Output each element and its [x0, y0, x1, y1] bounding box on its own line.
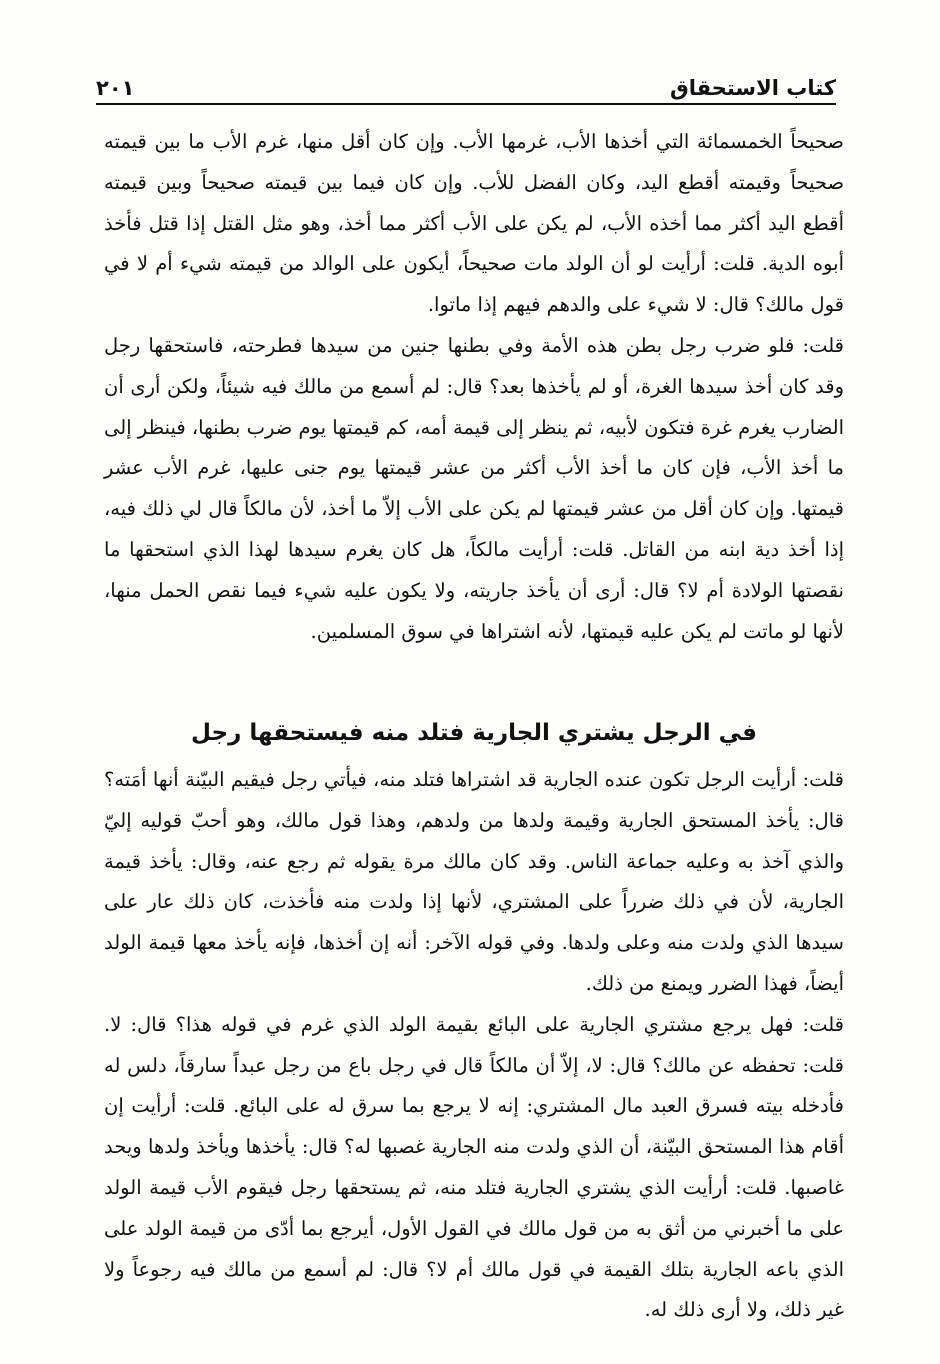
- book-title: كتاب الاستحقاق: [669, 76, 836, 100]
- page-number: ٢٠١: [96, 76, 135, 100]
- paragraph: قلت: فهل يرجع مشتري الجارية على البائع بقيمة الولد الذي غرم في قوله هذا؟ قال: لا. قلت: تحفظه عن مالك؟ قال: لا، إلاّ أن مالكاً قال في رجل باع من رجل عبداً سارقاً، دلس له فأدخله بيته فسرق العبد مال المشتري: إنه لا يرجع بما سرق له على البائع. قلت: أرأيت إن أقام هذا المستحق البيّنة، أن الذي ولدت منه الجارية غصبها له؟ قال: يأخذها ويأخذ ولدها ويحد غاصبها. قلت: أرأيت الذي يشتري الجارية فتلد منه، ثم يستحقها رجل فيقوم الأب قيمة الولد على ما أخبرني من أثق به من قول مالك في القول الأول، أيرجع بما أدّى من قيمة الولد على الذي باعه الجارية بتلك القيمة في قول مالك أم لا؟ قال: لم أسمع من مالك فيه رجوعاً ولا غير ذلك، ولا أرى ذلك له.: [104, 1012, 844, 1322]
- running-head: [96, 60, 836, 100]
- paragraph: صحيحاً الخمسمائة التي أخذها الأب، غرمها الأب. وإن كان أقل منها، غرم الأب ما بين قيمته صحيحاً وقيمته أقطع اليد، وكان الفضل للأب. وإن كان فيما بين قيمته صحيحاً وبين قيمته أقطع اليد أكثر مما أخذه الأب، لم يكن على الأب أكثر مما أخذ، وهو مثل القتل إذا قتل فأخذ أبوه الدية. قلت: أرأيت لو أن الولد مات صحيحاً، أيكون على الوالد من قيمته شيء أم لا في قول مالك؟ قال: لا شيء على والدهم فيهم إذا ماتوا.: [104, 130, 844, 317]
- text-block-upper: [104, 122, 844, 652]
- text-block-lower: [104, 760, 844, 1331]
- paragraph: قلت: أرأيت الرجل تكون عنده الجارية قد اشتراها فتلد منه، فيأتي رجل فيقيم البيّنة أنها أمَته؟ قال: يأخذ المستحق الجارية وقيمة ولدها من ولدهم، وهذا قول مالك، وهو أحبّ قوليه إليّ والذي آخذ به وعليه جماعة الناس. وقد كان مالك مرة يقوله ثم رجع عنه، وقال: يأخذ قيمة الجارية، لأن في ذلك ضرراً على المشتري، لأنها إذا ولدت منه فأخذت، كان ذلك عار على سيدها الذي ولدت منه وعلى ولدها. وفي قوله الآخر: أنه إن أخذها، فإنه يأخذ معها قيمة الولد أيضاً، فهذا الضرر ويمنع من ذلك.: [104, 768, 844, 995]
- header-rule: [96, 103, 836, 105]
- paragraph: قلت: فلو ضرب رجل بطن هذه الأمة وفي بطنها جنين من سيدها فطرحته، فاستحقها رجل وقد كان أخذ سيدها الغرة، أو لم يأخذها بعد؟ قال: لم أسمع من مالك فيه شيئاً، ولكن أرى أن الضارب يغرم غرة فتكون لأبيه، ثم ينظر إلى قيمة أمه، كم قيمتها يوم ضرب بطنها، فينظر إلى ما أخذ الأب، فإن كان ما أخذ الأب أكثر من عشر قيمتها يوم جنى عليها، غرم الأب عشر قيمتها. وإن كان أقل من عشر قيمتها لم يكن على الأب إلاّ ما أخذ، لأن مالكاً قال لي ذلك فيه، إذا أخذ دية ابنه من القاتل. قلت: أرأيت مالكاً، هل كان يغرم سيدها لهذا الذي استحقها ما نقصتها الولادة أم لا؟ قال: أرى أن يأخذ جاريته، ولا يكون عليه شيء فيما نقص الحمل منها، لأنها لو ماتت لم يكن عليه قيمتها، لأنه اشتراها في سوق المسلمين.: [104, 333, 844, 643]
- section-title: في الرجل يشتري الجارية فتلد منه فيستحقها رجل: [191, 720, 757, 747]
